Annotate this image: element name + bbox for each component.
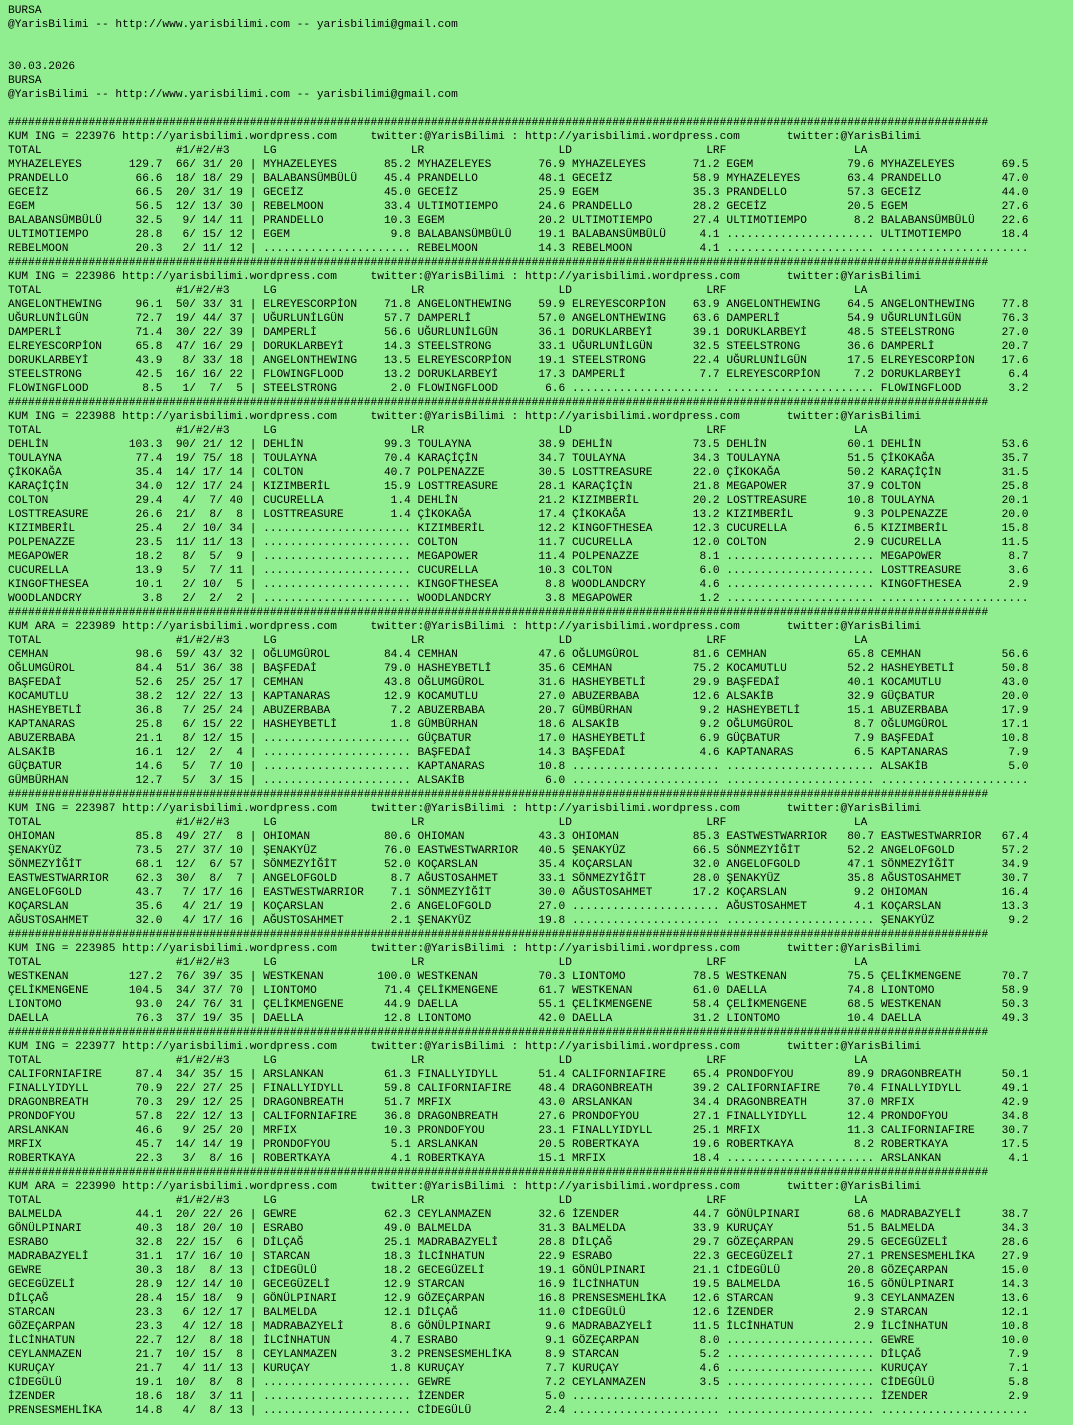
text-line: GECEGÜZELİ 28.9 12/ 14/ 10 | GECEGÜZELİ 12.9 STARCAN 16.9 İLCİNHATUN 19.5 BALMELDA 16.5 GÖNÜLPINARI 14.3 — [8, 1279, 1029, 1291]
text-line: KOCAMUTLU 38.2 12/ 22/ 13 | KAPTANARAS 12.9 KOCAMUTLU 27.0 ABUZERBABA 12.6 ALSAKİB 32.9 GÜÇBATUR 20.0 — [8, 691, 1029, 703]
text-line: LIONTOMO 93.0 24/ 76/ 31 | ÇELİKMENGENE 44.9 DAELLA 55.1 ÇELİKMENGENE 58.4 ÇELİKMENGENE 68.5 WESTKENAN 50.3 — [8, 999, 1029, 1011]
column-header-line: TOTAL #1/#2/#3 LG LR LD LRF LA — [8, 1055, 868, 1067]
text-line: ARSLANKAN 46.6 9/ 25/ 20 | MRFIX 10.3 PRONDOFYOU 23.1 FINALLYIDYLL 25.1 MRFIX 11.3 CALIFORNIAFIRE 30.7 — [8, 1125, 1029, 1137]
race-header-line: KUM ING = 223977 http://yarisbilimi.wordpress.com twitter:@YarisBilimi : http://yarisbilimi.wordpress.com twitter:@YarisBilimi — [8, 1041, 922, 1053]
text-line: BURSA — [8, 5, 42, 17]
text-line: WESTKENAN 127.2 76/ 39/ 35 | WESTKENAN 100.0 WESTKENAN 70.3 LIONTOMO 78.5 WESTKENAN 75.5 ÇELİKMENGENE 70.7 — [8, 971, 1029, 983]
text-line: ALSAKİB 16.1 12/ 2/ 4 | ...................... BAŞFEDAİ 14.3 BAŞFEDAİ 4.6 KAPTANARAS 6.5 KAPTANARAS 7.9 — [8, 747, 1029, 759]
text-line: OHIOMAN 85.8 49/ 27/ 8 | OHIOMAN 80.6 OHIOMAN 43.3 OHIOMAN 85.3 EASTWESTWARRIOR 80.7 EASTWESTWARRIOR 67.4 — [8, 831, 1029, 843]
separator-line: ################################################################################################################################################## — [8, 397, 989, 409]
text-line: ELREYESCORPİON 65.8 47/ 16/ 29 | DORUKLARBEYİ 14.3 STEELSTRONG 33.1 UĞURLUNİLGÜN 32.5 STEELSTRONG 36.6 DAMPERLİ 20.7 — [8, 341, 1029, 353]
text-line: CUCURELLA 13.9 5/ 7/ 11 | ...................... CUCURELLA 10.3 COLTON 6.0 ...................... LOSTTREASURE 3.6 — [8, 565, 1029, 577]
text-line: OĞLUMGÜROL 84.4 51/ 36/ 38 | BAŞFEDAİ 79.0 HASHEYBETLİ 35.6 CEMHAN 75.2 KOCAMUTLU 52.2 HASHEYBETLİ 50.8 — [8, 663, 1029, 675]
race-header-line: KUM ARA = 223989 http://yarisbilimi.wordpress.com twitter:@YarisBilimi : http://yarisbilimi.wordpress.com twitter:@YarisBilimi — [8, 621, 922, 633]
text-line: ULTIMOTIEMPO 28.8 6/ 15/ 12 | EGEM 9.8 BALABANSÜMBÜLÜ 19.1 BALABANSÜMBÜLÜ 4.1 ...................... ULTIMOTIEMPO 18.4 — [8, 229, 1029, 241]
column-header-line: TOTAL #1/#2/#3 LG LR LD LRF LA — [8, 285, 868, 297]
text-line: COLTON 29.4 4/ 7/ 40 | CUCURELLA 1.4 DEHLİN 21.2 KIZIMBERİL 20.2 LOSTTREASURE 10.8 TOULAYNA 20.1 — [8, 495, 1029, 507]
text-line: ŞENAKYÜZ 73.5 27/ 37/ 10 | ŞENAKYÜZ 76.0 EASTWESTWARRIOR 40.5 ŞENAKYÜZ 66.5 SÖNMEZYİĞİT 52.2 ANGELOFGOLD 57.2 — [8, 845, 1029, 857]
text-line: PRANDELLO 66.6 18/ 18/ 29 | BALABANSÜMBÜLÜ 45.4 PRANDELLO 48.1 GECEİZ 58.9 MYHAZELEYES 63.4 PRANDELLO 47.0 — [8, 173, 1029, 185]
text-line: KOÇARSLAN 35.6 4/ 21/ 19 | KOÇARSLAN 2.6 ANGELOFGOLD 27.0 ...................... AĞUSTOSAHMET 4.1 KOÇARSLAN 13.3 — [8, 901, 1029, 913]
text-line: AĞUSTOSAHMET 32.0 4/ 17/ 16 | AĞUSTOSAHMET 2.1 ŞENAKYÜZ 19.8 ...................... ...................... ŞENAKYÜZ 9.2 — [8, 915, 1029, 927]
text-line: BURSA — [8, 75, 42, 87]
text-line: ROBERTKAYA 22.3 3/ 8/ 16 | ROBERTKAYA 4.1 ROBERTKAYA 15.1 MRFIX 18.4 ...................... ARSLANKAN 4.1 — [8, 1153, 1029, 1165]
text-line: EGEM 56.5 12/ 13/ 30 | REBELMOON 33.4 ULTIMOTIEMPO 24.6 PRANDELLO 28.2 GECEİZ 20.5 EGEM 27.6 — [8, 201, 1029, 213]
text-line: @YarisBilimi -- http://www.yarisbilimi.com -- yarisbilimi@gmail.com — [8, 19, 458, 31]
text-line: PRENSESMEHLİKA 14.8 4/ 8/ 13 | ...................... CİDEGÜLÜ 2.4 ...................... ...................... ...................... — [8, 1405, 1029, 1417]
column-header-line: TOTAL #1/#2/#3 LG LR LD LRF LA — [8, 817, 868, 829]
text-line: DAELLA 76.3 37/ 19/ 35 | DAELLA 12.8 LIONTOMO 42.0 DAELLA 31.2 LIONTOMO 10.4 DAELLA 49.3 — [8, 1013, 1029, 1025]
text-line: ABUZERBABA 21.1 8/ 12/ 15 | ...................... GÜÇBATUR 17.0 HASHEYBETLİ 6.9 GÜÇBATUR 7.9 BAŞFEDAİ 10.8 — [8, 733, 1029, 745]
text-line: DAMPERLİ 71.4 30/ 22/ 39 | DAMPERLİ 56.6 UĞURLUNİLGÜN 36.1 DORUKLARBEYİ 39.1 DORUKLARBEYİ 48.5 STEELSTRONG 27.0 — [8, 327, 1029, 339]
text-line: GEWRE 30.3 18/ 8/ 13 | CİDEGÜLÜ 18.2 GECEGÜZELİ 19.1 GÖNÜLPINARI 21.1 CİDEGÜLÜ 20.8 GÖZEÇARPAN 15.0 — [8, 1265, 1029, 1277]
text-line: BALMELDA 44.1 20/ 22/ 26 | GEWRE 62.3 CEYLANMAZEN 32.6 İZENDER 44.7 GÖNÜLPINARI 68.6 MADRABAZYELİ 38.7 — [8, 1209, 1029, 1221]
text-line: POLPENAZZE 23.5 11/ 11/ 13 | ...................... COLTON 11.7 CUCURELLA 12.0 COLTON 2.9 CUCURELLA 11.5 — [8, 537, 1029, 549]
text-line: GÜMBÜRHAN 12.7 5/ 3/ 15 | ...................... ALSAKİB 6.0 ...................... ...................... ...................... — [8, 775, 1029, 787]
separator-line: ################################################################################################################################################## — [8, 929, 989, 941]
text-line: GECEİZ 66.5 20/ 31/ 19 | GECEİZ 45.0 GECEİZ 25.9 EGEM 35.3 PRANDELLO 57.3 GECEİZ 44.0 — [8, 187, 1029, 199]
text-line: ESRABO 32.8 22/ 15/ 6 | DİLÇAĞ 25.1 MADRABAZYELİ 28.8 DİLÇAĞ 29.7 GÖZEÇARPAN 29.5 GECEGÜZELİ 28.6 — [8, 1237, 1029, 1249]
separator-line: ################################################################################################################################################## — [8, 257, 989, 269]
blank-line — [8, 32, 1073, 46]
text-line: ANGELONTHEWING 96.1 50/ 33/ 31 | ELREYESCORPİON 71.8 ANGELONTHEWING 59.9 ELREYESCORPİON 63.9 ANGELONTHEWING 64.5 ANGELONTHEWING 77.8 — [8, 299, 1029, 311]
column-header-line: TOTAL #1/#2/#3 LG LR LD LRF LA — [8, 1195, 868, 1207]
text-line: LOSTTREASURE 26.6 21/ 8/ 8 | LOSTTREASURE 1.4 ÇİKOKAĞA 17.4 ÇİKOKAĞA 13.2 KIZIMBERİL 9.3 POLPENAZZE 20.0 — [8, 509, 1029, 521]
text-line: CEMHAN 98.6 59/ 43/ 32 | OĞLUMGÜROL 84.4 CEMHAN 47.6 OĞLUMGÜROL 81.6 CEMHAN 65.8 CEMHAN 56.6 — [8, 649, 1029, 661]
separator-line: ################################################################################################################################################## — [8, 1167, 989, 1179]
text-line: FLOWINGFLOOD 8.5 1/ 7/ 5 | STEELSTRONG 2.0 FLOWINGFLOOD 6.6 ...................... ...................... FLOWINGFLOOD 3.2 — [8, 383, 1029, 395]
race-header-line: KUM ARA = 223990 http://yarisbilimi.wordpress.com twitter:@YarisBilimi : http://yarisbilimi.wordpress.com twitter:@YarisBilimi — [8, 1181, 922, 1193]
separator-line: ################################################################################################################################################## — [8, 607, 989, 619]
text-line: KINGOFTHESEA 10.1 2/ 10/ 5 | ...................... KINGOFTHESEA 8.8 WOODLANDCRY 4.6 ...................... KINGOFTHESEA 2.9 — [8, 579, 1029, 591]
race-header-line: KUM ING = 223988 http://yarisbilimi.wordpress.com twitter:@YarisBilimi : http://yarisbilimi.wordpress.com twitter:@YarisBilimi — [8, 411, 922, 423]
column-header-line: TOTAL #1/#2/#3 LG LR LD LRF LA — [8, 425, 868, 437]
text-line: MYHAZELEYES 129.7 66/ 31/ 20 | MYHAZELEYES 85.2 MYHAZELEYES 76.9 MYHAZELEYES 71.2 EGEM 79.6 MYHAZELEYES 69.5 — [8, 159, 1029, 171]
column-header-line: TOTAL #1/#2/#3 LG LR LD LRF LA — [8, 957, 868, 969]
race-header-line: KUM ING = 223987 http://yarisbilimi.wordpress.com twitter:@YarisBilimi : http://yarisbilimi.wordpress.com twitter:@YarisBilimi — [8, 803, 922, 815]
blank-line — [8, 102, 1073, 116]
text-line: KIZIMBERİL 25.4 2/ 10/ 34 | ...................... KIZIMBERİL 12.2 KINGOFTHESEA 12.3 CUCURELLA 6.5 KIZIMBERİL 15.8 — [8, 523, 1029, 535]
text-line: HASHEYBETLİ 36.8 7/ 25/ 24 | ABUZERBABA 7.2 ABUZERBABA 20.7 GÜMBÜRHAN 9.2 HASHEYBETLİ 15.1 ABUZERBABA 17.9 — [8, 705, 1029, 717]
separator-line: ################################################################################################################################################## — [8, 789, 989, 801]
column-header-line: TOTAL #1/#2/#3 LG LR LD LRF LA — [8, 145, 868, 157]
text-line: TOULAYNA 77.4 19/ 75/ 18 | TOULAYNA 70.4 KARAÇİÇİN 34.7 TOULAYNA 34.3 TOULAYNA 51.5 ÇİKOKAĞA 35.7 — [8, 453, 1029, 465]
text-line: 30.03.2026 — [8, 61, 76, 73]
text-line: EASTWESTWARRIOR 62.3 30/ 8/ 7 | ANGELOFGOLD 8.7 AĞUSTOSAHMET 33.1 SÖNMEZYİĞİT 28.0 ŞENAKYÜZ 35.8 AĞUSTOSAHMET 30.7 — [8, 873, 1029, 885]
text-line: ÇİKOKAĞA 35.4 14/ 17/ 14 | COLTON 40.7 POLPENAZZE 30.5 LOSTTREASURE 22.0 ÇİKOKAĞA 50.2 KARAÇİÇİN 31.5 — [8, 467, 1029, 479]
column-header-line: TOTAL #1/#2/#3 LG LR LD LRF LA — [8, 635, 868, 647]
text-line: UĞURLUNİLGÜN 72.7 19/ 44/ 37 | UĞURLUNİLGÜN 57.7 DAMPERLİ 57.0 ANGELONTHEWING 63.6 DAMPERLİ 54.9 UĞURLUNİLGÜN 76.3 — [8, 313, 1029, 325]
text-line: CİDEGÜLÜ 19.1 10/ 8/ 8 | ...................... GEWRE 7.2 CEYLANMAZEN 3.5 ...................... CİDEGÜLÜ 5.8 — [8, 1377, 1029, 1389]
race-header-line: KUM ING = 223976 http://yarisbilimi.wordpress.com twitter:@YarisBilimi : http://yarisbilimi.wordpress.com twitter:@YarisBilimi — [8, 131, 922, 143]
text-line: MRFIX 45.7 14/ 14/ 19 | PRONDOFYOU 5.1 ARSLANKAN 20.5 ROBERTKAYA 19.6 ROBERTKAYA 8.2 ROBERTKAYA 17.5 — [8, 1139, 1029, 1151]
text-line: DEHLİN 103.3 90/ 21/ 12 | DEHLİN 99.3 TOULAYNA 38.9 DEHLİN 73.5 DEHLİN 60.1 DEHLİN 53.6 — [8, 439, 1029, 451]
race-header-line: KUM ING = 223985 http://yarisbilimi.wordpress.com twitter:@YarisBilimi : http://yarisbilimi.wordpress.com twitter:@YarisBilimi — [8, 943, 922, 955]
text-line: BALABANSÜMBÜLÜ 32.5 9/ 14/ 11 | PRANDELLO 10.3 EGEM 20.2 ULTIMOTIEMPO 27.4 ULTIMOTIEMPO 8.2 BALABANSÜMBÜLÜ 22.6 — [8, 215, 1029, 227]
text-line: CEYLANMAZEN 21.7 10/ 15/ 8 | CEYLANMAZEN 3.2 PRENSESMEHLİKA 8.9 STARCAN 5.2 ...................... DİLÇAĞ 7.9 — [8, 1349, 1029, 1361]
text-line: ANGELOFGOLD 43.7 7/ 17/ 16 | EASTWESTWARRIOR 7.1 SÖNMEZYİĞİT 30.0 AĞUSTOSAHMET 17.2 KOÇARSLAN 9.2 OHIOMAN 16.4 — [8, 887, 1029, 899]
text-line: STEELSTRONG 42.5 16/ 16/ 22 | FLOWINGFLOOD 13.2 DORUKLARBEYİ 17.3 DAMPERLİ 7.7 ELREYESCORPİON 7.2 DORUKLARBEYİ 6.4 — [8, 369, 1029, 381]
race-header-line: KUM ING = 223986 http://yarisbilimi.wordpress.com twitter:@YarisBilimi : http://yarisbilimi.wordpress.com twitter:@YarisBilimi — [8, 271, 922, 283]
text-line: WOODLANDCRY 3.8 2/ 2/ 2 | ...................... WOODLANDCRY 3.8 MEGAPOWER 1.2 ...................... ...................... — [8, 593, 1029, 605]
text-line: FINALLYIDYLL 70.9 22/ 27/ 25 | FINALLYIDYLL 59.8 CALIFORNIAFIRE 48.4 DRAGONBREATH 39.2 CALIFORNIAFIRE 70.4 FINALLYIDYLL 49.1 — [8, 1083, 1029, 1095]
text-line: BAŞFEDAİ 52.6 25/ 25/ 17 | CEMHAN 43.8 OĞLUMGÜROL 31.6 HASHEYBETLİ 29.9 BAŞFEDAİ 40.1 KOCAMUTLU 43.0 — [8, 677, 1029, 689]
text-line: KURUÇAY 21.7 4/ 11/ 13 | KURUÇAY 1.8 KURUÇAY 7.7 KURUÇAY 4.6 ...................... KURUÇAY 7.1 — [8, 1363, 1029, 1375]
separator-line: ################################################################################################################################################## — [8, 1027, 989, 1039]
blank-line — [8, 46, 1073, 60]
text-line: @YarisBilimi -- http://www.yarisbilimi.com -- yarisbilimi@gmail.com — [8, 89, 458, 101]
text-line: KARAÇİÇİN 34.0 12/ 17/ 24 | KIZIMBERİL 15.9 LOSTTREASURE 28.1 KARAÇİÇİN 21.8 MEGAPOWER 37.9 COLTON 25.8 — [8, 481, 1029, 493]
text-line: MADRABAZYELİ 31.1 17/ 16/ 10 | STARCAN 18.3 İLCİNHATUN 22.9 ESRABO 22.3 GECEGÜZELİ 27.1 PRENSESMEHLİKA 27.9 — [8, 1251, 1029, 1263]
text-line: DRAGONBREATH 70.3 29/ 12/ 25 | DRAGONBREATH 51.7 MRFIX 43.0 ARSLANKAN 34.4 DRAGONBREATH 37.0 MRFIX 42.9 — [8, 1097, 1029, 1109]
text-line: GÜÇBATUR 14.6 5/ 7/ 10 | ...................... KAPTANARAS 10.8 ...................... ...................... ALSAKİB 5.0 — [8, 761, 1029, 773]
text-line: KAPTANARAS 25.8 6/ 15/ 22 | HASHEYBETLİ 1.8 GÜMBÜRHAN 18.6 ALSAKİB 9.2 OĞLUMGÜROL 8.7 OĞLUMGÜROL 17.1 — [8, 719, 1029, 731]
text-line: CALIFORNIAFIRE 87.4 34/ 35/ 15 | ARSLANKAN 61.3 FINALLYIDYLL 51.4 CALIFORNIAFIRE 65.4 PRONDOFYOU 89.9 DRAGONBREATH 50.1 — [8, 1069, 1029, 1081]
text-line: STARCAN 23.3 6/ 12/ 17 | BALMELDA 12.1 DİLÇAĞ 11.0 CİDEGÜLÜ 12.6 İZENDER 2.9 STARCAN 12.1 — [8, 1307, 1029, 1319]
separator-line: ################################################################################################################################################## — [8, 117, 989, 129]
text-line: DİLÇAĞ 28.4 15/ 18/ 9 | GÖNÜLPINARI 12.9 GÖZEÇARPAN 16.8 PRENSESMEHLİKA 12.6 STARCAN 9.3 CEYLANMAZEN 13.6 — [8, 1293, 1029, 1305]
text-line: GÖNÜLPINARI 40.3 18/ 20/ 10 | ESRABO 49.0 BALMELDA 31.3 BALMELDA 33.9 KURUÇAY 51.5 BALMELDA 34.3 — [8, 1223, 1029, 1235]
text-line: İZENDER 18.6 18/ 3/ 11 | ...................... İZENDER 5.0 ...................... ...................... İZENDER 2.9 — [8, 1391, 1029, 1403]
text-line: ÇELİKMENGENE 104.5 34/ 37/ 70 | LIONTOMO 71.4 ÇELİKMENGENE 61.7 WESTKENAN 61.0 DAELLA 74.8 LIONTOMO 58.9 — [8, 985, 1029, 997]
text-line: SÖNMEZYİĞİT 68.1 12/ 6/ 57 | SÖNMEZYİĞİT 52.0 KOÇARSLAN 35.4 KOÇARSLAN 32.0 ANGELOFGOLD 47.1 SÖNMEZYİĞİT 34.9 — [8, 859, 1029, 871]
text-line: İLCİNHATUN 22.7 12/ 8/ 18 | İLCİNHATUN 4.7 ESRABO 9.1 GÖZEÇARPAN 8.0 ...................... GEWRE 10.0 — [8, 1335, 1029, 1347]
text-line: REBELMOON 20.3 2/ 11/ 12 | ...................... REBELMOON 14.3 REBELMOON 4.1 ...................... ...................... — [8, 243, 1029, 255]
text-line: DORUKLARBEYİ 43.9 8/ 33/ 18 | ANGELONTHEWING 13.5 ELREYESCORPİON 19.1 STEELSTRONG 22.4 UĞURLUNİLGÜN 17.5 ELREYESCORPİON 17.6 — [8, 355, 1029, 367]
text-line: GÖZEÇARPAN 23.3 4/ 12/ 18 | MADRABAZYELİ 8.6 GÖNÜLPINARI 9.6 MADRABAZYELİ 11.5 İLCİNHATUN 2.9 İLCİNHATUN 10.8 — [8, 1321, 1029, 1333]
text-line: PRONDOFYOU 57.8 22/ 12/ 13 | CALIFORNIAFIRE 36.8 DRAGONBREATH 27.6 PRONDOFYOU 27.1 FINALLYIDYLL 12.4 PRONDOFYOU 34.8 — [8, 1111, 1029, 1123]
text-line: MEGAPOWER 18.2 8/ 5/ 9 | ...................... MEGAPOWER 11.4 POLPENAZZE 8.1 ...................... MEGAPOWER 8.7 — [8, 551, 1029, 563]
